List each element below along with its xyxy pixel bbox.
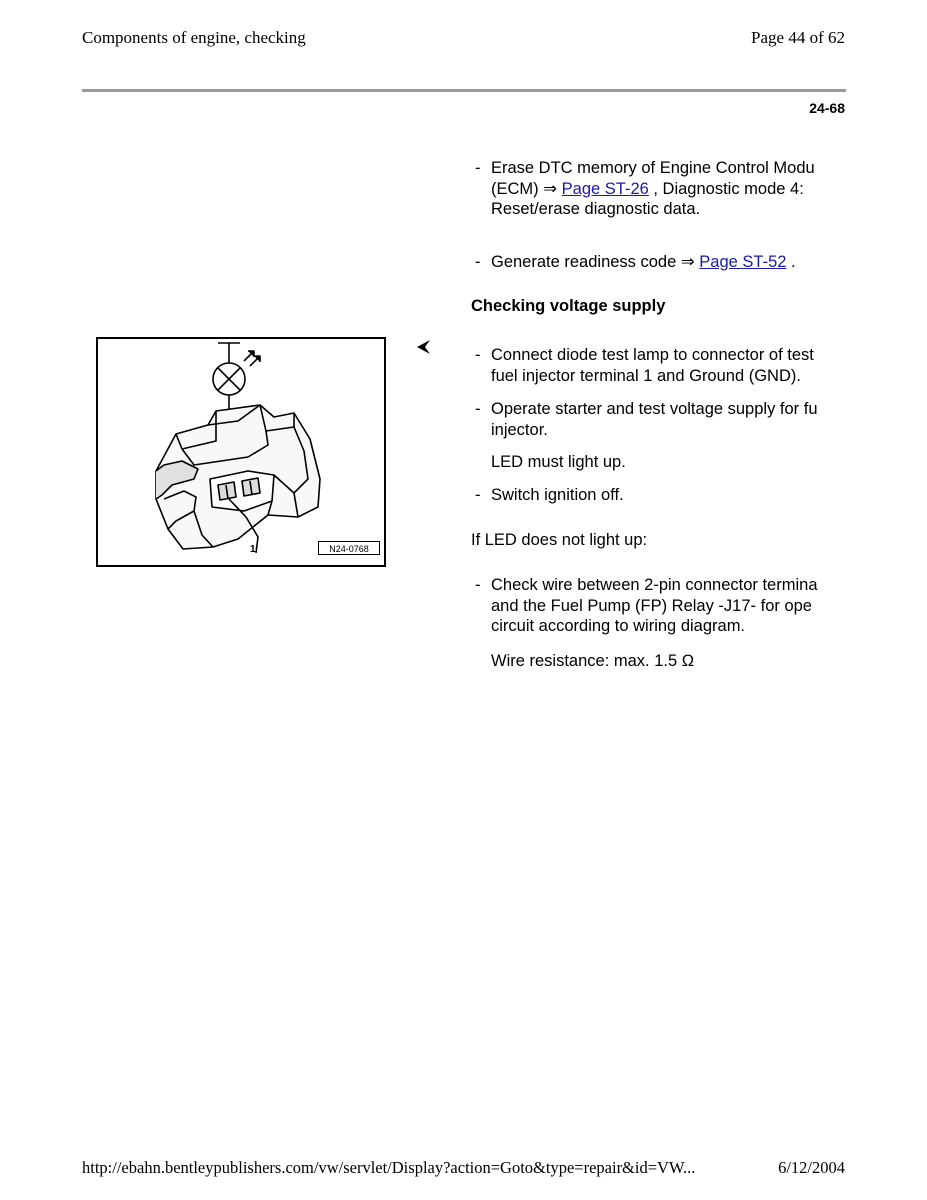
bullet-dash: - [475,346,481,364]
step-operate-starter [471,399,846,440]
step-line: circuit according to wiring diagram. [491,617,746,635]
figure-code: N24-0768 [318,541,380,555]
bullet-dash: - [475,400,481,418]
page-st52-link[interactable]: Page ST-52 [699,253,787,271]
note-led [471,452,846,473]
content-column [471,156,846,696]
step-erase-dtc-line2 [491,179,846,200]
resistance-text: Wire resistance: max. 1.5 Ω [491,652,695,670]
condition-text: If LED does not light up: [471,531,648,549]
bullet-dash: - [475,486,481,504]
step-text: , Diagnostic mode 4: [648,179,804,198]
resistance-note [471,651,846,672]
bullet-dash: - [475,576,481,594]
step-line: Check wire between 2-pin connector termina [491,576,818,594]
step-line: and the Fuel Pump (FP) Relay -J17- for ope [491,596,812,615]
bullet-dash: - [475,253,481,271]
header-title: Components of engine, checking [82,28,306,47]
left-arrow-marker-icon [415,338,433,361]
section-heading: Checking voltage supply [471,297,666,315]
connector-drawing [98,339,388,569]
step-text: . [786,253,796,271]
step-ignition-off [471,485,846,506]
step-line: Operate starter and test voltage supply for fu [491,400,818,418]
page-ref: 24-68 [809,100,845,116]
step-text: (ECM) ⇒ [491,179,562,198]
step-check-wire [471,575,846,637]
step-readiness [471,252,846,273]
bullet-dash: - [475,159,481,177]
figure-callout-1: 1 [250,544,256,555]
step-connect-lamp [471,345,846,386]
step-erase-dtc [471,158,846,220]
step-erase-dtc-line1: Erase DTC memory of Engine Control Modu [491,159,815,177]
footer-date: 6/12/2004 [778,1158,845,1177]
step-line: Connect diode test lamp to connector of test [491,346,814,364]
step-text: Generate readiness code ⇒ [491,253,700,271]
step-line: injector. [491,420,548,439]
step-erase-dtc-line3: Reset/erase diagnostic data. [491,200,701,218]
page-st26-link[interactable]: Page ST-26 [561,179,649,198]
header-divider [82,89,846,92]
note-text: LED must light up. [491,453,626,471]
step-line: Switch ignition off. [491,486,624,504]
connector-illustration [96,337,386,567]
footer-url: http://ebahn.bentleypublishers.com/vw/servlet/Display?action=Goto&type=repair&id=VW... [82,1158,696,1177]
step-line: fuel injector terminal 1 and Ground (GND). [491,366,801,385]
header-page-info: Page 44 of 62 [751,28,845,47]
